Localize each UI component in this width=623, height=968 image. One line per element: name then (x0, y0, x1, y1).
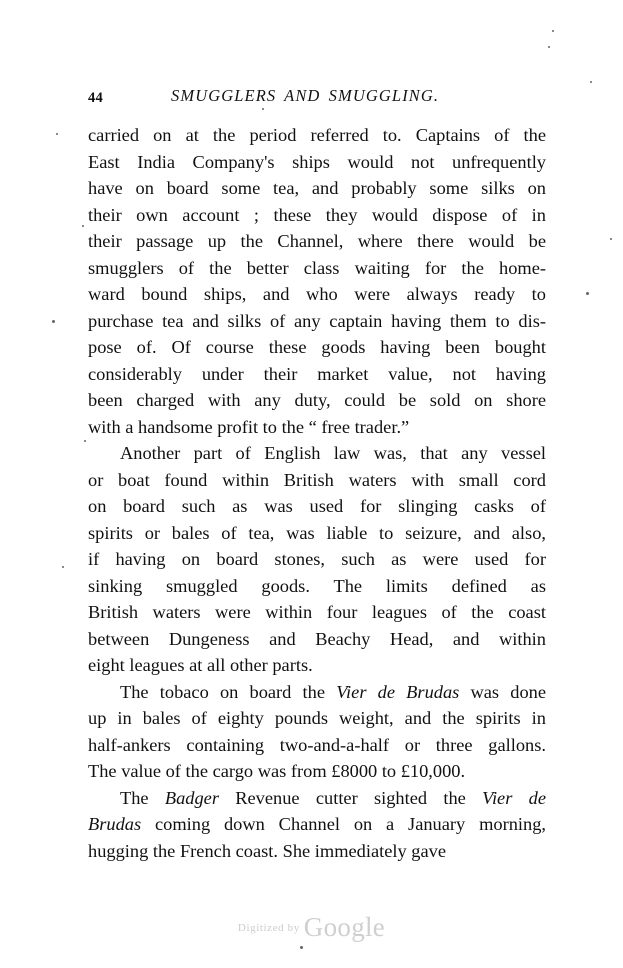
digitization-watermark (0, 912, 623, 943)
text-line: up in bales of eighty pounds weight, and the spirits in (88, 708, 546, 728)
text-line: or boat found within British waters with small cord (88, 469, 546, 490)
text-line (88, 785, 546, 812)
text-line: between Dungeness and Beachy Head, and within (88, 628, 546, 649)
scan-speckle (300, 946, 303, 949)
ship-name-italic: Vier de Brudas (336, 681, 460, 702)
scan-speckle (586, 292, 589, 295)
paragraph-4 (88, 785, 546, 865)
text-line: ward bound ships, and who were always ready to (88, 284, 546, 304)
scan-speckle (548, 46, 550, 48)
text-run: Revenue cutter sighted the (219, 787, 483, 808)
text-line: East India Company's ships would not unfrequently (88, 151, 546, 172)
scan-speckle (52, 320, 55, 323)
body-text-block (88, 122, 546, 864)
scan-speckle (56, 133, 58, 135)
text-line: their passage up the Channel, where there would be (88, 231, 546, 251)
scan-speckle (262, 108, 264, 110)
page-number: 44 (88, 90, 103, 106)
text-run: was done (459, 681, 546, 702)
text-line: smugglers of the better class waiting for the home- (88, 257, 546, 278)
scan-speckle (82, 225, 84, 227)
running-header (88, 86, 546, 108)
paragraph-1 (88, 122, 546, 440)
text-line: considerably under their market value, not having (88, 363, 546, 384)
text-line: Another part of English law was, that any vessel (120, 443, 546, 463)
text-line: half-ankers containing two-and-a-half or three gallons. (88, 734, 546, 755)
text-line: carried on at the period referred to. Captains of the (88, 125, 546, 145)
google-wordmark: Google (303, 912, 386, 942)
text-line: with a handsome profit to the “ free trader.” (88, 416, 410, 437)
text-line: sinking smuggled goods. The limits defined as (88, 575, 546, 596)
ship-name-italic: Brudas (88, 814, 142, 834)
text-line: if having on board stones, such as were used for (88, 549, 546, 569)
text-line (88, 679, 546, 706)
paragraph-3 (88, 679, 546, 785)
text-run: The (120, 787, 165, 808)
cutter-name-italic: Badger (164, 787, 219, 808)
ship-name-italic: Vier de (482, 787, 546, 808)
text-line: British waters were within four leagues of the coast (88, 602, 546, 622)
text-line: have on board some tea, and probably some silks on (88, 178, 546, 198)
text-line: spirits or bales of tea, was liable to seizure, and also, (88, 522, 546, 543)
text-line: their own account ; these they would dispose of in (88, 204, 546, 225)
text-line: hugging the French coast. She immediately gave (88, 840, 447, 861)
text-line: eight leagues at all other parts. (88, 655, 313, 675)
paragraph-2 (88, 440, 546, 679)
scan-speckle (552, 30, 554, 32)
text-line: on board such as was used for slinging casks of (88, 496, 546, 516)
text-line (88, 811, 546, 838)
text-run: The tobaco on board the (120, 681, 337, 702)
text-run: coming down Channel on a January morning, (141, 814, 546, 834)
scan-speckle (610, 238, 612, 240)
scan-speckle (590, 81, 592, 83)
text-line: purchase tea and silks of any captain having them to dis- (88, 310, 546, 331)
text-line: been charged with any duty, could be sold on shore (88, 390, 546, 410)
running-title: SMUGGLERS AND SMUGGLING. (171, 86, 440, 105)
watermark-prefix: Digitized by (237, 922, 300, 934)
scan-speckle (84, 440, 86, 442)
text-line: The value of the cargo was from £8000 to £10,000. (88, 761, 466, 781)
text-line: pose of. Of course these goods having been bought (88, 337, 546, 357)
scan-speckle (62, 566, 64, 568)
